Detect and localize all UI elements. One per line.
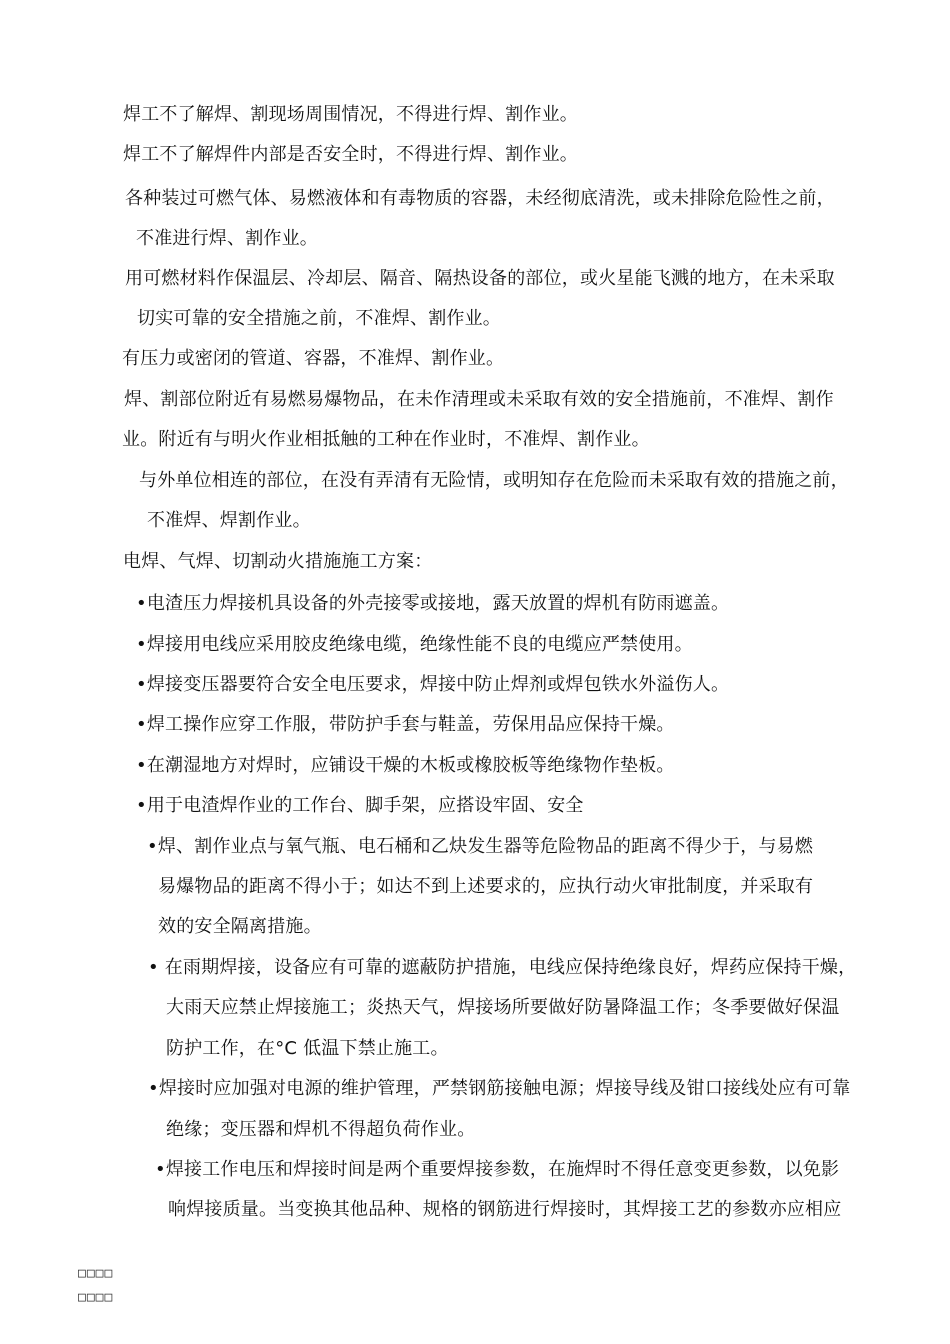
- text-line: 用可燃材料作保温层、冷却层、隔音、隔热设备的部位，或火星能飞溅的地方，在未采取: [125, 268, 835, 289]
- bullet-item: • 在雨期焊接，设备应有可靠的遮蔽防护措施，电线应保持绝缘良好，焊药应保持干燥，: [148, 957, 857, 978]
- text-line: 有压力或密闭的管道、容器，不准焊、割作业。: [122, 348, 505, 369]
- text-line: 效的安全隔离措施。: [158, 916, 322, 937]
- bullet-item: •焊接工作电压和焊接时间是两个重要焊接参数，在施焊时不得任意变更参数，以免影: [155, 1159, 840, 1180]
- footer-text: □□□□: [78, 1290, 114, 1305]
- text-line: 各种装过可燃气体、易燃液体和有毒物质的容器，未经彻底清洗，或未排除危险性之前，: [125, 188, 835, 209]
- bullet-item: •用于电渣焊作业的工作台、脚手架，应搭设牢固、安全: [136, 795, 584, 816]
- bullet-item: •在潮湿地方对焊时，应铺设干燥的木板或橡胶板等绝缘物作垫板。: [136, 755, 675, 776]
- text-line: 焊、割部位附近有易燃易爆物品，在未作清理或未采取有效的安全措施前，不准焊、割作: [124, 389, 834, 410]
- text-line: 业。附近有与明火作业相抵触的工种在作业时，不准焊、割作业。: [122, 429, 650, 450]
- text-line: 切实可靠的安全措施之前，不准焊、割作业。: [137, 308, 501, 329]
- text-line: 易爆物品的距离不得小于；如达不到上述要求的，应执行动火审批制度，并采取有: [158, 876, 814, 897]
- section-heading: 电焊、气焊、切割动火措施施工方案：: [123, 551, 433, 572]
- bullet-item: •焊工操作应穿工作服，带防护手套与鞋盖，劳保用品应保持干燥。: [136, 714, 675, 735]
- footer-text: □□□□: [78, 1266, 114, 1281]
- text-line: 大雨天应禁止焊接施工；炎热天气，焊接场所要做好防暑降温工作；冬季要做好保温: [166, 997, 840, 1018]
- bullet-item: •焊接变压器要符合安全电压要求，焊接中防止焊剂或焊包铁水外溢伤人。: [136, 674, 730, 695]
- bullet-item: •焊接时应加强对电源的维护管理，严禁钢筋接触电源；焊接导线及钳口接线处应有可靠: [148, 1078, 851, 1099]
- text-line: 焊工不了解焊件内部是否安全时，不得进行焊、割作业。: [123, 144, 578, 165]
- text-line: 响焊接质量。当变换其他品种、规格的钢筋进行焊接时，其焊接工艺的参数亦应相应: [168, 1199, 842, 1220]
- text-line: 不准焊、焊割作业。: [147, 510, 311, 531]
- text-line: 防护工作，在°C 低温下禁止施工。: [166, 1038, 449, 1059]
- text-line: 绝缘；变压器和焊机不得超负荷作业。: [166, 1119, 476, 1140]
- text-line: 焊工不了解焊、割现场周围情况，不得进行焊、割作业。: [123, 104, 578, 125]
- bullet-item: •焊、割作业点与氧气瓶、电石桶和乙炔发生器等危险物品的距离不得少于，与易燃: [147, 836, 814, 857]
- bullet-item: •焊接用电线应采用胶皮绝缘电缆，绝缘性能不良的电缆应严禁使用。: [136, 634, 693, 655]
- text-line: 不准进行焊、割作业。: [136, 228, 318, 249]
- text-line: 与外单位相连的部位，在没有弄清有无险情，或明知存在危险而未采取有效的措施之前，: [139, 470, 849, 491]
- bullet-item: •电渣压力焊接机具设备的外壳接零或接地，露天放置的焊机有防雨遮盖。: [136, 593, 730, 614]
